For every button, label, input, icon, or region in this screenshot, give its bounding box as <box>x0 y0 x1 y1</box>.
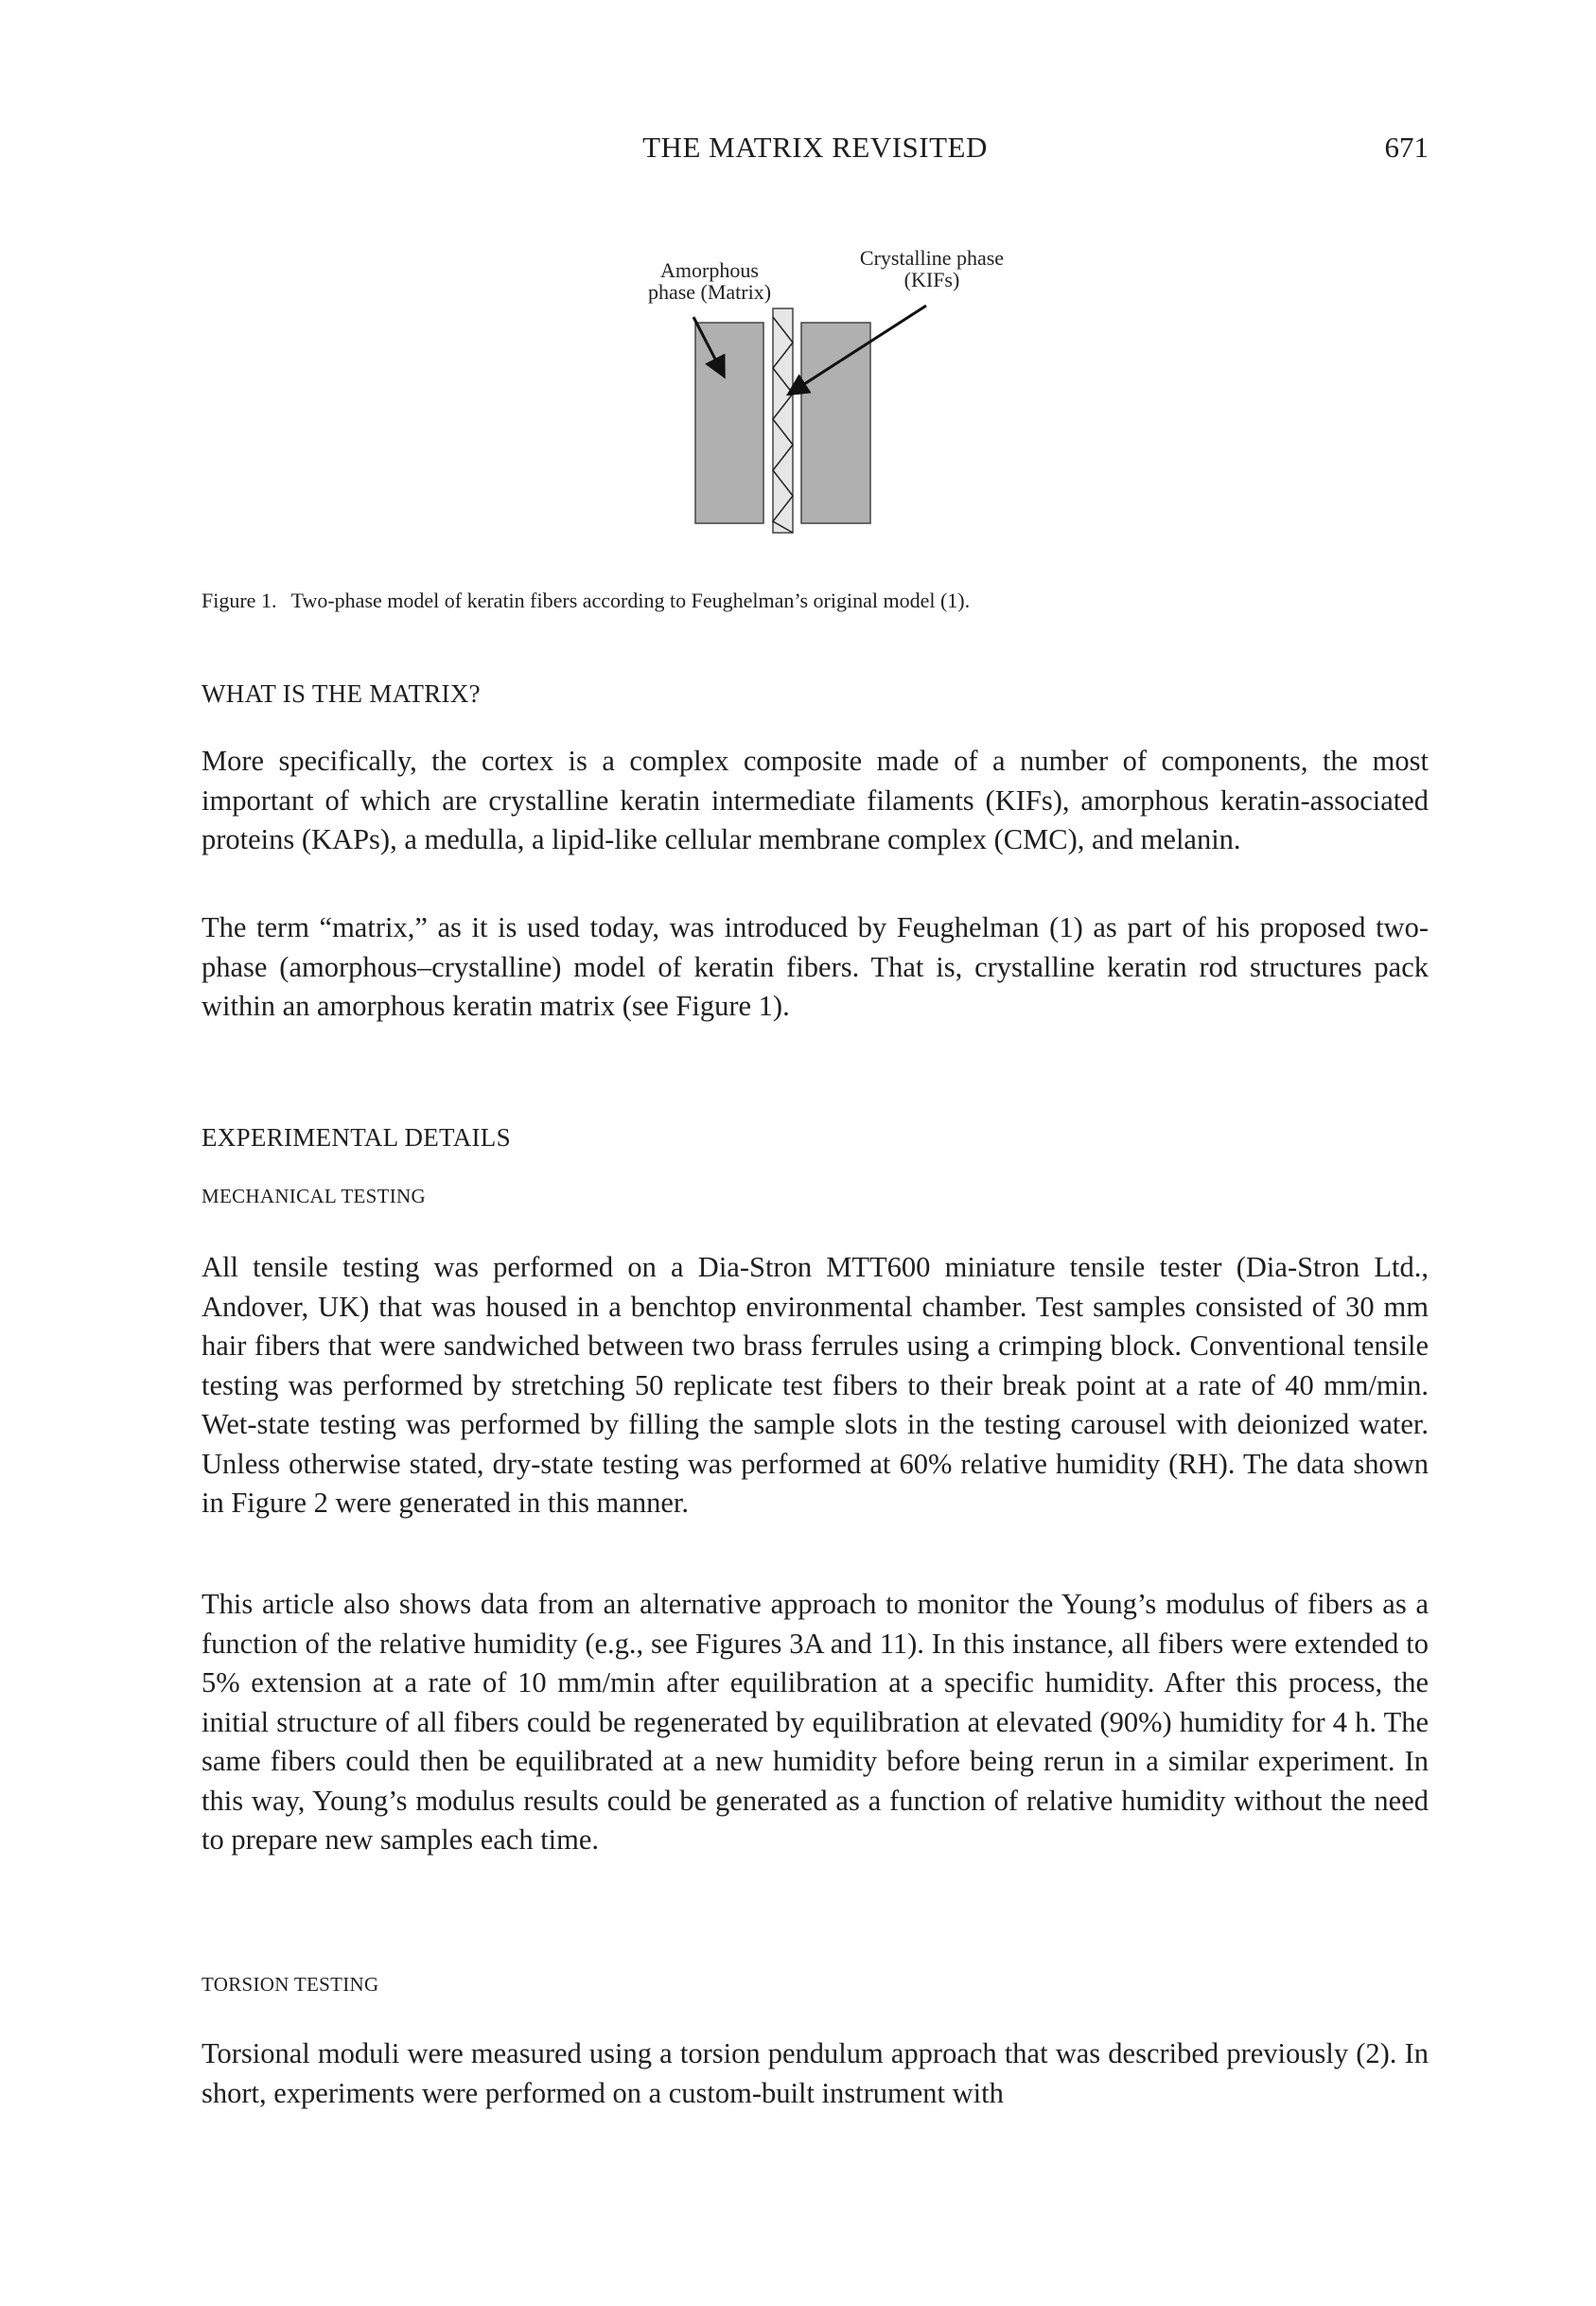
matrix-block-right <box>801 323 870 523</box>
label-amorphous-line2: phase (Matrix) <box>647 280 772 304</box>
paragraph-mechanical-2 <box>202 1585 1429 1860</box>
running-head <box>202 131 1429 168</box>
matrix-block-left <box>695 323 763 523</box>
subheading-torsion-testing: TORSION TESTING <box>202 1973 379 1996</box>
paragraph-text: The term “matrix,” as it is used today, was introduced by Feughelman (1) as part of his proposed two-phase (amorphous–crystalline) model of keratin fibers. That is, crystalline keratin rod structures pack within an amorphous keratin matrix (see Figure 1). <box>202 911 1429 1022</box>
paragraph-what-2 <box>202 908 1429 1027</box>
paragraph-text: More specifically, the cortex is a complex composite made of a number of components, the most important of which are crystalline keratin intermediate filaments (KIFs), amorphous keratin-associated proteins (KAPs), a medulla, a lipid-like cellular membrane complex (CMC), and melanin. <box>202 745 1429 855</box>
two-phase-model-diagram <box>568 222 1060 563</box>
subheading-mechanical-testing: MECHANICAL TESTING <box>202 1185 426 1207</box>
paragraph-what-1 <box>202 742 1429 860</box>
figure-1-diagram <box>568 222 1060 563</box>
paragraph-text: This article also shows data from an alternative approach to monitor the Young’s modulus of fibers as a function of the relative humidity (e.g., see Figures 3A and 11). In this instance, all fibers were extended to 5% extension at a rate of 10 mm/min after equilibration at a specific humidity. After this process, the initial structure of all fibers could be regenerated by equilibration at elevated (90%) humidity for 4 h. The same fibers could then be equilibrated at a new humidity before being rerun in a similar experiment. In this way, Young’s modulus results could be generated as a function of relative humidity without the need to prepare new samples each time. <box>202 1588 1429 1856</box>
heading-experimental-details: EXPERIMENTAL DETAILS <box>202 1123 511 1152</box>
paragraph-mechanical-1 <box>202 1248 1429 1523</box>
caption-label: Figure 1. <box>202 589 277 612</box>
paragraph-torsion-1 <box>202 2034 1429 2113</box>
paragraph-text: All tensile testing was performed on a Dia-Stron MTT600 miniature tensile tester (Dia-Stron Ltd., Andover, UK) that was housed in a benchtop environmental chamber. Test samples consisted of 30 mm hair fibers that were sandwiched between two brass ferrules using a crimping block. Conventional tensile testing was performed by stretching 50 replicate test fibers to their break point at a rate of 40 mm/min. Wet-state testing was performed by filling the sample slots in the testing carousel with deionized water. Unless otherwise stated, dry-state testing was performed at 60% relative humidity (RH). The data shown in Figure 2 were generated in this manner. <box>202 1251 1429 1519</box>
running-head-title: THE MATRIX REVISITED <box>642 131 988 164</box>
label-crystalline-line2: (KIFs) <box>903 268 960 291</box>
page-number: 671 <box>1384 131 1429 164</box>
figure-1-caption <box>202 589 1429 613</box>
paragraph-text: Torsional moduli were measured using a torsion pendulum approach that was described previously (2). In short, experiments were performed on a custom-built instrument with <box>202 2037 1429 2109</box>
label-amorphous-line1: Amorphous <box>660 258 759 282</box>
heading-what-is-the-matrix: WHAT IS THE MATRIX? <box>202 679 481 708</box>
caption-text: Two-phase model of keratin fibers according to Feughelman’s original model (1). <box>290 589 971 612</box>
label-crystalline-line1: Crystalline phase <box>859 246 1005 270</box>
